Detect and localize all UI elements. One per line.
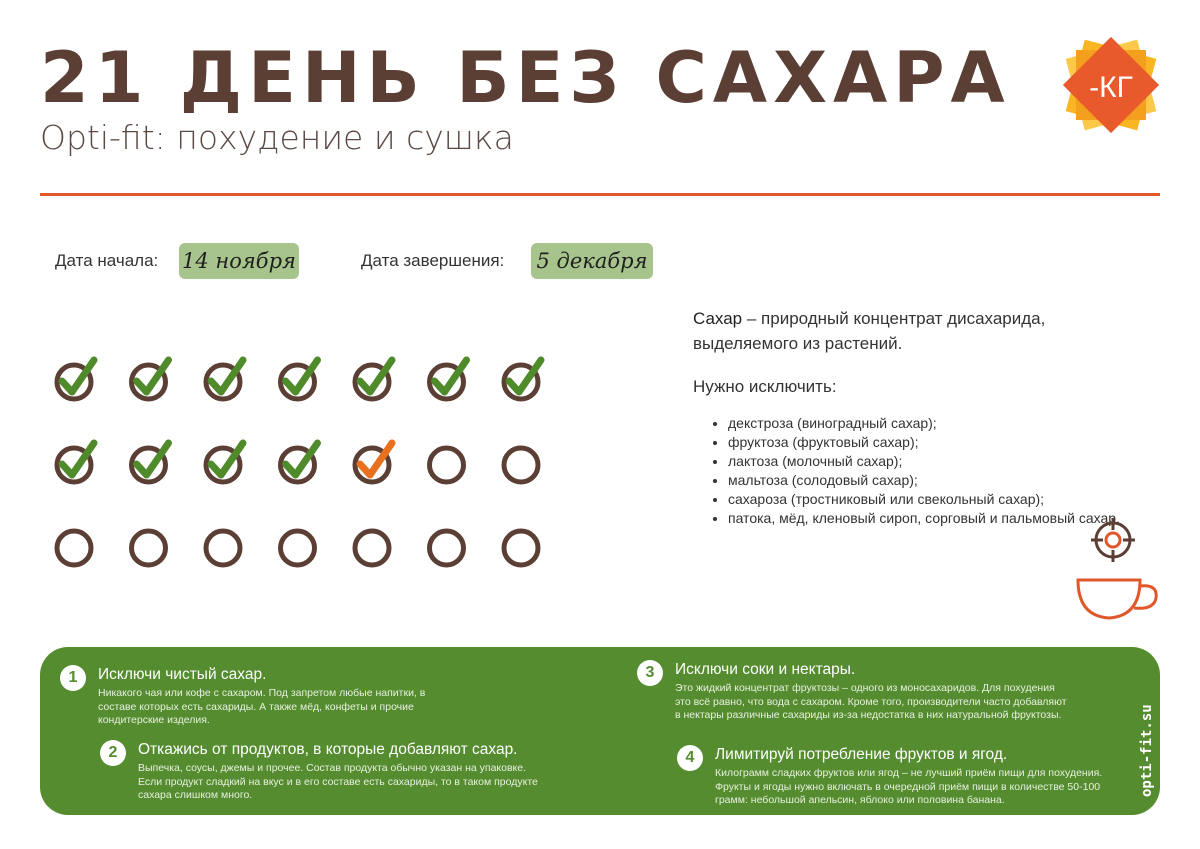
tip-text: Килограмм сладких фруктов или ягод – не лучший приём пищи для похудения. Фрукты и ягоды нужно включать в очередной приём пищи в количестве 50-100 грамм: небольшой апельсин, яблоко или половина банана.	[715, 767, 1103, 806]
exclude-item: • мальтоза (солодовый сахар);	[728, 471, 1128, 490]
tip-text: Выпечка, соусы, джемы и прочее. Состав продукта обычно указан на упаковке. Если продукт сладкий на вкус и в его составе есть сахариды, то в таком продукте сахара слишком много.	[138, 762, 538, 801]
tip-text: Это жидкий концентрат фруктозы – одного из моносахаридов. Для похудения это всё равно, что вода с сахаром. Кроме того, производители часто добавляют в нектары различные сахариды из-за недостатка в них натуральной фруктозы.	[675, 682, 1067, 721]
cup-target-icon	[1068, 518, 1163, 628]
end-date-value[interactable]: 5 декабря	[531, 243, 653, 279]
day-7-done-marker[interactable]	[504, 360, 541, 399]
day-17-empty-marker[interactable]	[206, 531, 240, 565]
sugar-term: Сахар	[693, 309, 743, 328]
exclude-item: • лактоза (молочный сахар);	[728, 452, 1128, 471]
page-subtitle: Opti-fit: похудение и сушка	[40, 118, 514, 157]
site-url[interactable]	[1130, 687, 1160, 797]
tip-title: Лимитируй потребление фруктов и ягод.	[715, 746, 1008, 763]
day-5-done-marker[interactable]	[355, 360, 392, 399]
tip-number: 3	[637, 660, 663, 686]
day-13-empty-marker[interactable]	[430, 448, 464, 482]
tip-title: Откажись от продуктов, в которые добавляют сахар.	[138, 741, 518, 758]
day-18-empty-marker[interactable]	[281, 531, 315, 565]
day-11-done-marker[interactable]	[281, 443, 318, 482]
start-date-value[interactable]: 14 ноября	[179, 243, 299, 279]
start-date-label: Дата начала:	[55, 251, 159, 270]
day-14-empty-marker[interactable]	[504, 448, 538, 482]
page-title: 21 ДЕНЬ БЕЗ САХАРА	[40, 37, 1011, 119]
tip-number: 4	[677, 745, 703, 771]
sugar-definition: – природный концентрат дисахарида, выделяемого из растений.	[693, 309, 1046, 353]
day-3-done-marker[interactable]	[206, 360, 243, 399]
day-1-done-marker[interactable]	[57, 360, 94, 399]
exclude-item: • патока, мёд, кленовый сироп, сорговый и пальмовый сахар.	[728, 509, 1128, 528]
day-circle	[132, 531, 166, 565]
day-circle	[504, 531, 538, 565]
day-6-done-marker[interactable]	[430, 360, 467, 399]
tip-number: 2	[100, 740, 126, 766]
day-20-empty-marker[interactable]	[430, 531, 464, 565]
exclude-heading: Нужно исключить:	[693, 377, 837, 396]
exclude-item: • сахароза (тростниковый или свекольный сахар);	[728, 490, 1128, 509]
day-circle	[355, 531, 389, 565]
tip-title: Исключи чистый сахар.	[98, 666, 267, 683]
day-circle	[430, 531, 464, 565]
day-circle	[206, 531, 240, 565]
day-19-empty-marker[interactable]	[355, 531, 389, 565]
exclude-item: • фруктоза (фруктовый сахар);	[728, 433, 1128, 452]
day-tracker	[50, 348, 550, 588]
day-10-done-marker[interactable]	[206, 443, 243, 482]
tip-number: 1	[60, 665, 86, 691]
day-21-empty-marker[interactable]	[504, 531, 538, 565]
end-date-label: Дата завершения:	[361, 251, 505, 270]
day-circle	[430, 448, 464, 482]
day-16-empty-marker[interactable]	[132, 531, 166, 565]
header-divider	[40, 193, 1160, 196]
day-circle	[504, 448, 538, 482]
day-2-done-marker[interactable]	[132, 360, 169, 399]
brand-logo	[1056, 30, 1166, 140]
site-url-text: opti-fit.su	[1139, 704, 1155, 797]
day-4-done-marker[interactable]	[281, 360, 318, 399]
day-9-done-marker[interactable]	[132, 443, 169, 482]
day-circle	[57, 531, 91, 565]
logo-text: -КГ	[1089, 71, 1133, 104]
day-12-current-marker[interactable]	[355, 443, 392, 482]
tip-title: Исключи соки и нектары.	[675, 661, 856, 678]
exclude-list	[710, 414, 1128, 528]
day-circle	[281, 531, 315, 565]
day-15-empty-marker[interactable]	[57, 531, 91, 565]
exclude-item: • декстроза (виноградный сахар);	[728, 414, 1128, 433]
tip-text: Никакого чая или кофе с сахаром. Под запретом любые напитки, в составе которых есть сахариды. А также мёд, конфеты и прочие кондитерские изделия.	[98, 687, 426, 726]
day-8-done-marker[interactable]	[57, 443, 94, 482]
sugar-description	[693, 306, 1133, 356]
tips-panel	[40, 647, 1160, 815]
